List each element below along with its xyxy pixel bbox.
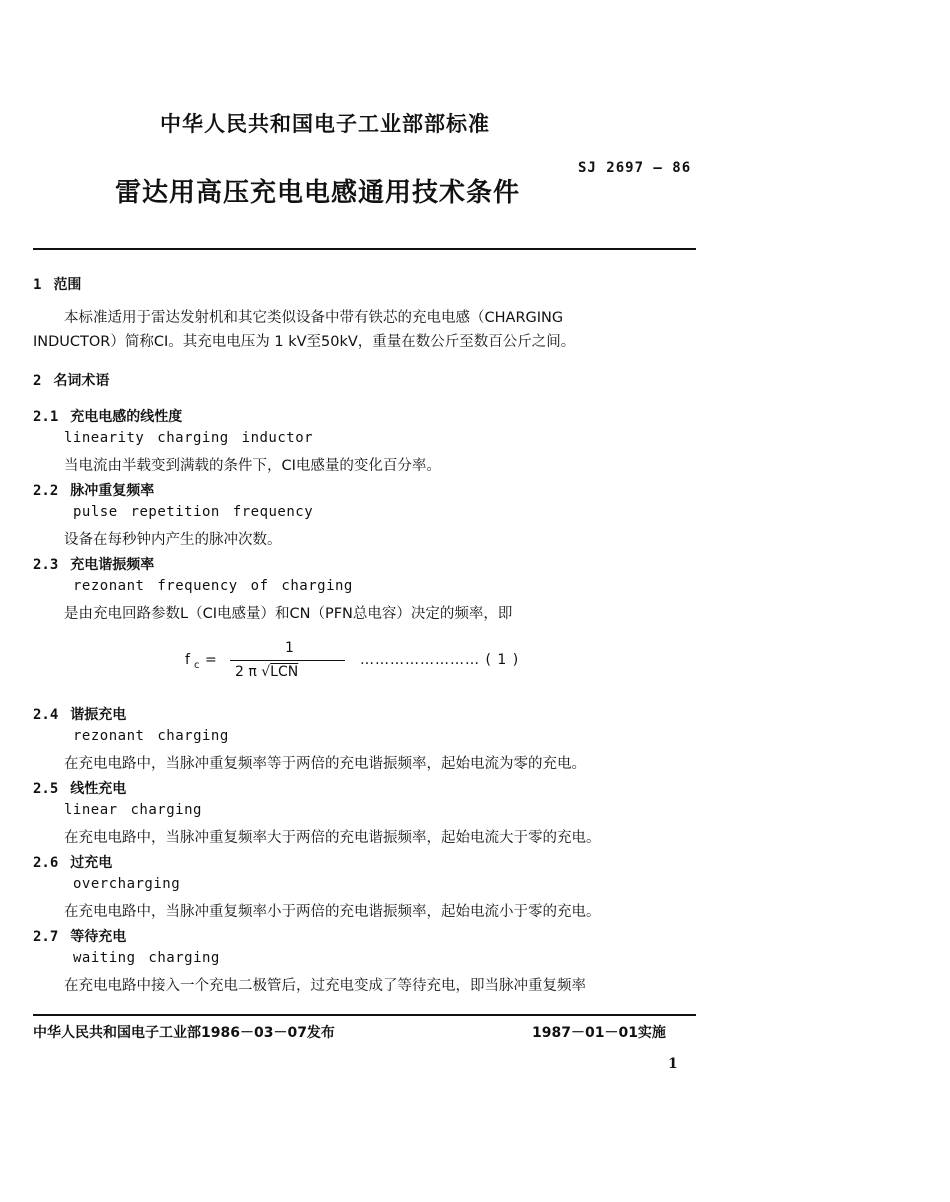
term-2-3-heading [33, 554, 154, 574]
formula-subscript: c [194, 660, 200, 671]
term-definition: 设备在每秒钟内产生的脉冲次数。 [64, 532, 282, 548]
header-rule [33, 248, 696, 250]
section-1-heading [33, 274, 81, 294]
section-number: 2 [33, 373, 42, 389]
term-definition: 当电流由半载变到满载的条件下，CI电感量的变化百分率。 [64, 458, 441, 474]
formula-numerator: 1 [285, 640, 294, 656]
ministry-heading: 中华人民共和国电子工业部部标准 [160, 112, 490, 136]
term-number: 2.2 [33, 483, 59, 499]
page-number: 1 [668, 1056, 678, 1072]
section-number: 1 [33, 277, 42, 293]
section-2-heading [33, 370, 109, 390]
term-english: rezonant frequency of charging [73, 578, 353, 594]
term-number: 2.6 [33, 855, 59, 871]
term-english: overcharging [73, 876, 181, 892]
issue-date: 中华人民共和国电子工业部1986－03－07发布 [33, 1025, 335, 1041]
section-title: 名词术语 [53, 373, 110, 389]
section-1-text-line: 本标准适用于雷达发射机和其它类似设备中带有铁芯的充电电感（CHARGING [64, 310, 564, 326]
term-english: linear charging [64, 802, 202, 818]
term-number: 2.5 [33, 781, 59, 797]
term-2-4-heading [33, 704, 126, 724]
term-title: 谐振充电 [70, 707, 127, 723]
term-definition: 是由充电回路参数L（CI电感量）和CN（PFN总电容）决定的频率，即 [64, 606, 513, 622]
term-english: linearity charging inductor [64, 430, 314, 446]
term-2-2-heading [33, 480, 154, 500]
term-definition: 在充电电路中，当脉冲重复频率小于两倍的充电谐振频率，起始电流小于零的充电。 [64, 904, 601, 920]
term-english: pulse repetition frequency [73, 504, 314, 520]
term-definition: 在充电电路中接入一个充电二极管后，过充电变成了等待充电，即当脉冲重复频率 [64, 978, 586, 994]
term-title: 充电谐振频率 [70, 557, 155, 573]
term-2-7-heading [33, 926, 126, 946]
term-title: 等待充电 [70, 929, 127, 945]
formula-eq-number: ( 1 ) [485, 652, 520, 668]
term-title: 线性充电 [70, 781, 127, 797]
formula-leader: …………………… [360, 652, 480, 668]
term-number: 2.4 [33, 707, 59, 723]
denominator-prefix: 2 π √ [235, 664, 271, 680]
section-1-text-line: INDUCTOR）简称CI。其充电电压为 1 kV至50kV，重量在数公斤至数百公斤之间。 [33, 334, 576, 350]
term-number: 2.1 [33, 409, 59, 425]
footer-rule [33, 1014, 696, 1016]
term-number: 2.7 [33, 929, 59, 945]
term-number: 2.3 [33, 557, 59, 573]
term-2-6-heading [33, 852, 112, 872]
formula-leader-and-number [360, 652, 519, 668]
denominator-radicand: LCN [270, 664, 299, 680]
term-title: 充电电感的线性度 [70, 409, 183, 425]
section-title: 范围 [53, 277, 82, 293]
term-english: waiting charging [73, 950, 220, 966]
term-2-1-heading [33, 406, 182, 426]
term-definition: 在充电电路中，当脉冲重复频率等于两倍的充电谐振频率，起始电流为零的充电。 [64, 756, 586, 772]
effective-date: 1987－01－01实施 [532, 1025, 666, 1041]
formula-equals: = [205, 652, 217, 668]
term-title: 过充电 [70, 855, 113, 871]
term-english: rezonant charging [73, 728, 229, 744]
formula-denominator [235, 664, 298, 680]
standard-code: SJ 2697 — 86 [578, 160, 692, 176]
formula-symbol: f [185, 652, 190, 668]
term-title: 脉冲重复频率 [70, 483, 155, 499]
document-title: 雷达用高压充电电感通用技术条件 [115, 178, 521, 208]
term-definition: 在充电电路中，当脉冲重复频率大于两倍的充电谐振频率，起始电流大于零的充电。 [64, 830, 601, 846]
fraction-bar [230, 660, 345, 661]
term-2-5-heading [33, 778, 126, 798]
